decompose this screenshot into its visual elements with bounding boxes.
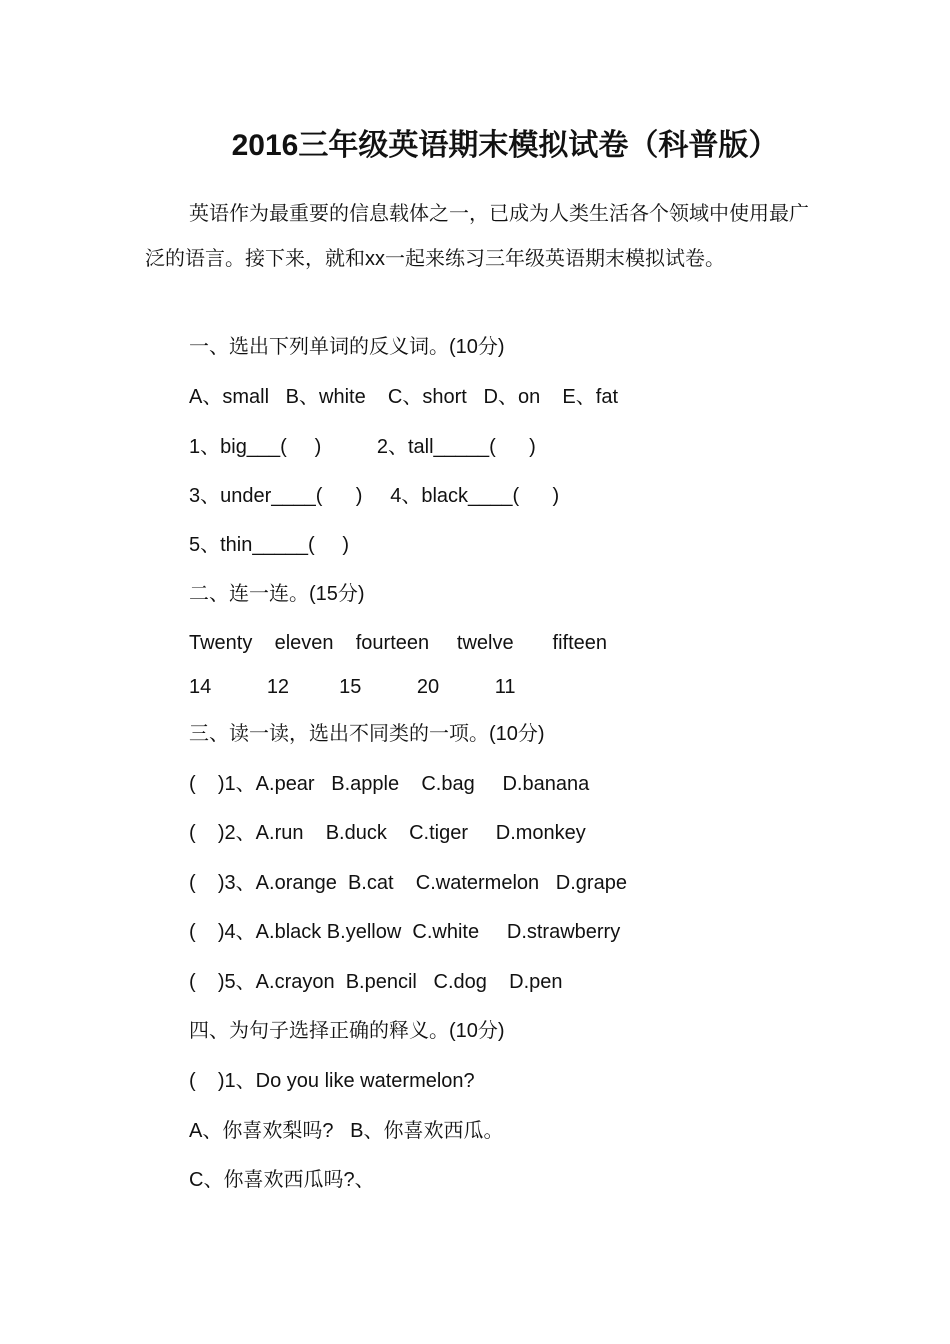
section3-question-5: ( )5、A.crayon B.pencil C.dog D.pen (189, 971, 563, 993)
section4-heading: 四、为句子选择正确的释义。(10分) (189, 1020, 505, 1042)
section3-question-3: ( )3、A.orange B.cat C.watermelon D.grape (189, 872, 627, 894)
section3-question-2: ( )2、A.run B.duck C.tiger D.monkey (189, 822, 586, 844)
section3-heading: 三、读一读，选出不同类的一项。(10分) (189, 723, 545, 745)
section3-question-1: ( )1、A.pear B.apple C.bag D.banana (189, 773, 590, 795)
section4-question-1: ( )1、Do you like watermelon? (189, 1070, 475, 1092)
page-title: 2016三年级英语期末模拟试卷（科普版） (231, 129, 779, 162)
intro-paragraph: 英语作为最重要的信息载体之一，已成为人类生活各个领域中使用最广泛的语言。接下来，就和xx一起来练习三年级英语期末模拟试卷。 (145, 203, 809, 270)
section1-options: A、small B、white C、short D、on E、fat (189, 386, 619, 408)
section4-option-c: C、你喜欢西瓜吗?、 (189, 1169, 375, 1191)
section1-row2: 3、under____( ) 4、black____( ) (189, 485, 560, 507)
section2-words: Twenty eleven fourteen twelve fifteen (189, 632, 607, 654)
section1-row1: 1、big___( ) 2、tall_____( ) (189, 436, 536, 458)
section3-question-4: ( )4、A.black B.yellow C.white D.strawberry (189, 921, 621, 943)
section2-heading: 二、连一连。(15分) (189, 583, 365, 605)
section1-row3: 5、thin_____( ) (189, 534, 350, 556)
section4-options-ab: A、你喜欢梨吗? B、你喜欢西瓜。 (189, 1120, 504, 1142)
section2-numbers: 14 12 15 20 11 (189, 676, 516, 698)
section1-heading: 一、选出下列单词的反义词。(10分) (189, 336, 505, 358)
